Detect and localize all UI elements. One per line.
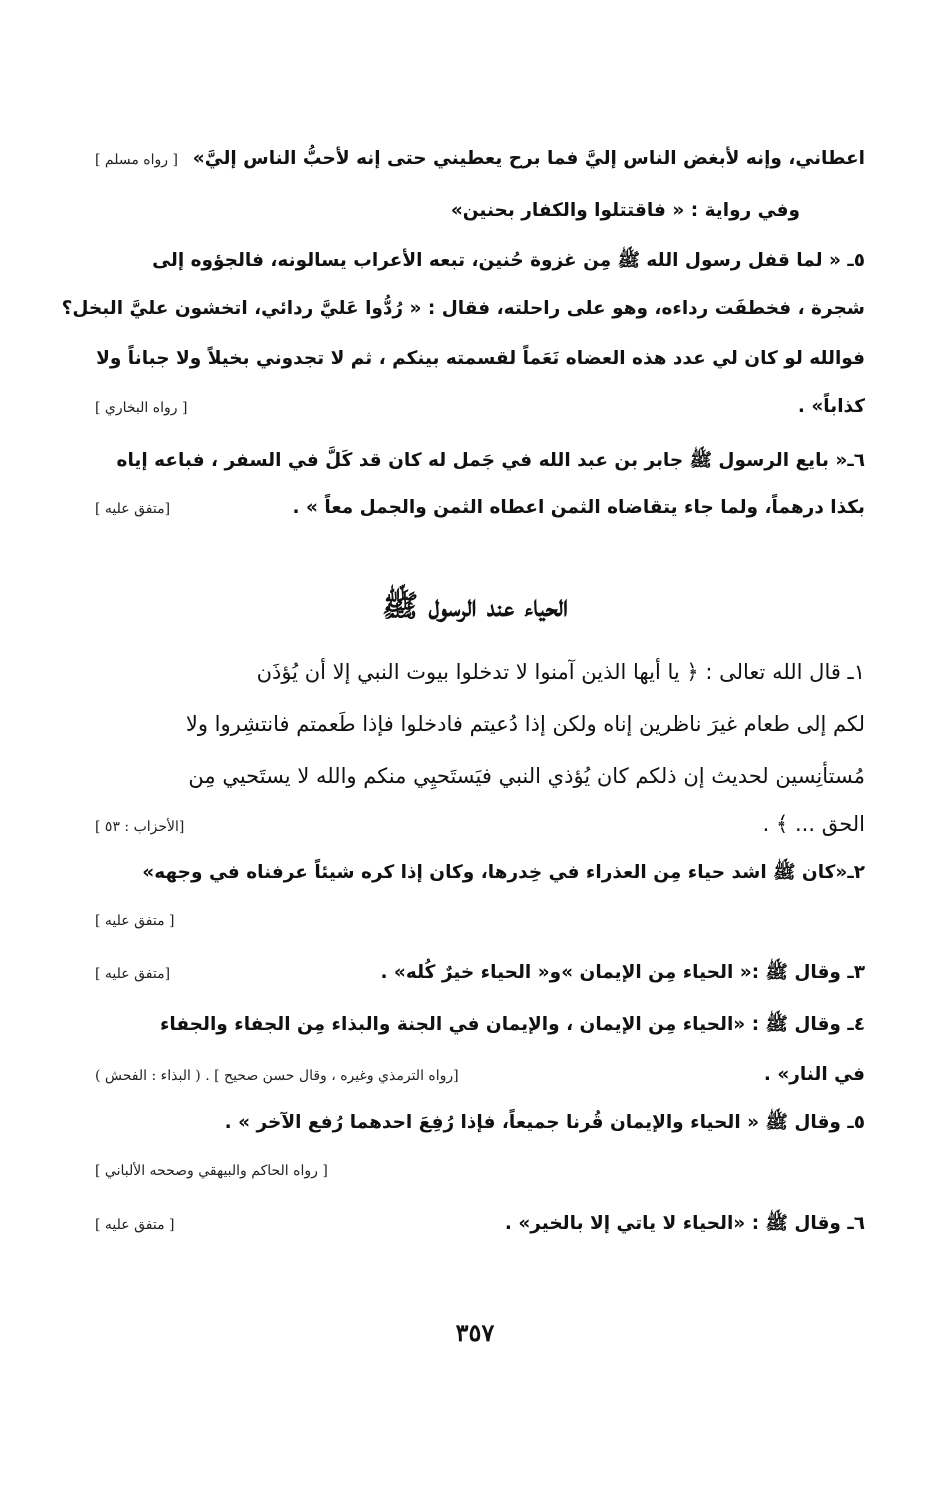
source-reference: [ رواه البخاري ] [95,400,188,416]
source-reference: [ رواه مسلم ] [95,152,178,168]
source-reference: [رواه الترمذي وغيره ، وقال حسن صحيح ] . ( البذاء : الفحش ) [95,1068,459,1084]
hadith-text: بكذا درهماً، ولما جاء يتقاضاه الثمن اعطاه الثمن والجمل معاً » . [292,497,865,518]
source-reference: [ رواه الحاكم والبيهقي وصححه الألباني ] [95,1163,328,1179]
text-line [95,1064,865,1085]
hadith-text: ٥ـ « لما قفل رسول الله ﷺ مِن غزوة حُنين، تبعه الأعراب يسالونه، فالجؤوه إلى [152,250,865,271]
text-line [95,1112,865,1138]
verse-line [95,764,865,788]
source-reference: [ متفق عليه ] [95,1217,175,1233]
verse-line [95,812,865,836]
hadith-text: فوالله لو كان لي عدد هذه العضاه نَعَماً لقسمته بينكم ، ثم لا تجدوني بخيلاً ولا جباناً ولا [96,348,865,369]
hadith-text: ٢ـ«كان ﷺ اشد حياء مِن العذراء في خِدرها، وكان إذا كره شيئاً عرفناه في وجهه» [142,862,865,883]
hadith-text: اعطاني، وإنه لأبغض الناس إليَّ فما برح يعطيني حتى إنه لأحبُّ الناس إليَّ» [192,148,865,169]
verse-line [95,712,865,736]
text-line [95,200,800,221]
page-number: ٣٥٧ [455,1318,495,1347]
verse-text: الحق ... ﴾ . [762,812,865,836]
verse-text: لكم إلى طعام غيرَ ناظرين إناه ولكن إذا دُعيتم فادخلوا فإذا طَعمتم فانتشِروا ولا [185,712,865,736]
section-heading: الحياء عند الرسول ﷺ [382,589,568,624]
verse-text: ١ـ قال الله تعالى : ﴿ يا أيها الذين آمنوا لا تدخلوا بيوت النبي إلا أن يُؤذَن [256,660,865,684]
hadith-text: في النار» . [763,1064,865,1085]
text-line [95,962,865,988]
source-reference: [الأحزاب : ٥٣ ] [95,819,185,835]
hadith-text: ٦ـ« بايع الرسول ﷺ جابر بن عبد الله في جَمل له كان قد كَلَّ في السفر ، فباعه إياه [116,450,865,471]
hadith-text: ٥ـ وقال ﷺ « الحياء والإيمان قُرنا جميعاً، فإذا رُفِعَ احدهما رُفع الآخر » . [224,1112,865,1133]
text-line [95,1014,865,1040]
hadith-text: وفي رواية : « فاقتتلوا والكفار بحنين» [450,200,800,221]
text-line [95,250,865,276]
text-line [95,148,865,169]
hadith-text: كذاباً» . [797,396,865,417]
text-line [61,298,865,319]
verse-line [95,660,865,684]
source-reference: [متفق عليه ] [95,966,171,982]
source-reference: [ متفق عليه ] [95,913,175,929]
text-line [95,1163,865,1179]
hadith-text: ٦ـ وقال ﷺ : «الحياء لا ياتي إلا بالخير» . [504,1213,865,1234]
verse-text: مُستأنِسين لحديث إن ذلكم كان يُؤذي النبي فيَستَحيِي منكم والله لا يستَحيي مِن [188,764,865,788]
text-line [95,497,865,518]
text-line [95,450,865,476]
hadith-text: ٤ـ وقال ﷺ : «الحياء مِن الإيمان ، والإيمان في الجنة والبذاء مِن الجفاء والجفاء [159,1014,865,1035]
source-reference: [متفق عليه ] [95,501,171,517]
text-line [95,862,865,888]
text-line [95,913,865,929]
text-line [95,396,865,417]
text-line [95,1213,865,1239]
hadith-text: شجرة ، فخطفَت رداءه، وهو على راحلته، فقال : « رُدُّوا عَليَّ ردائي، اتخشون عليَّ البخل؟ [61,298,865,319]
text-line [95,348,865,369]
hadith-text: ٣ـ وقال ﷺ :« الحياء مِن الإيمان »و« الحياء خيرٌ كُله» . [380,962,865,983]
